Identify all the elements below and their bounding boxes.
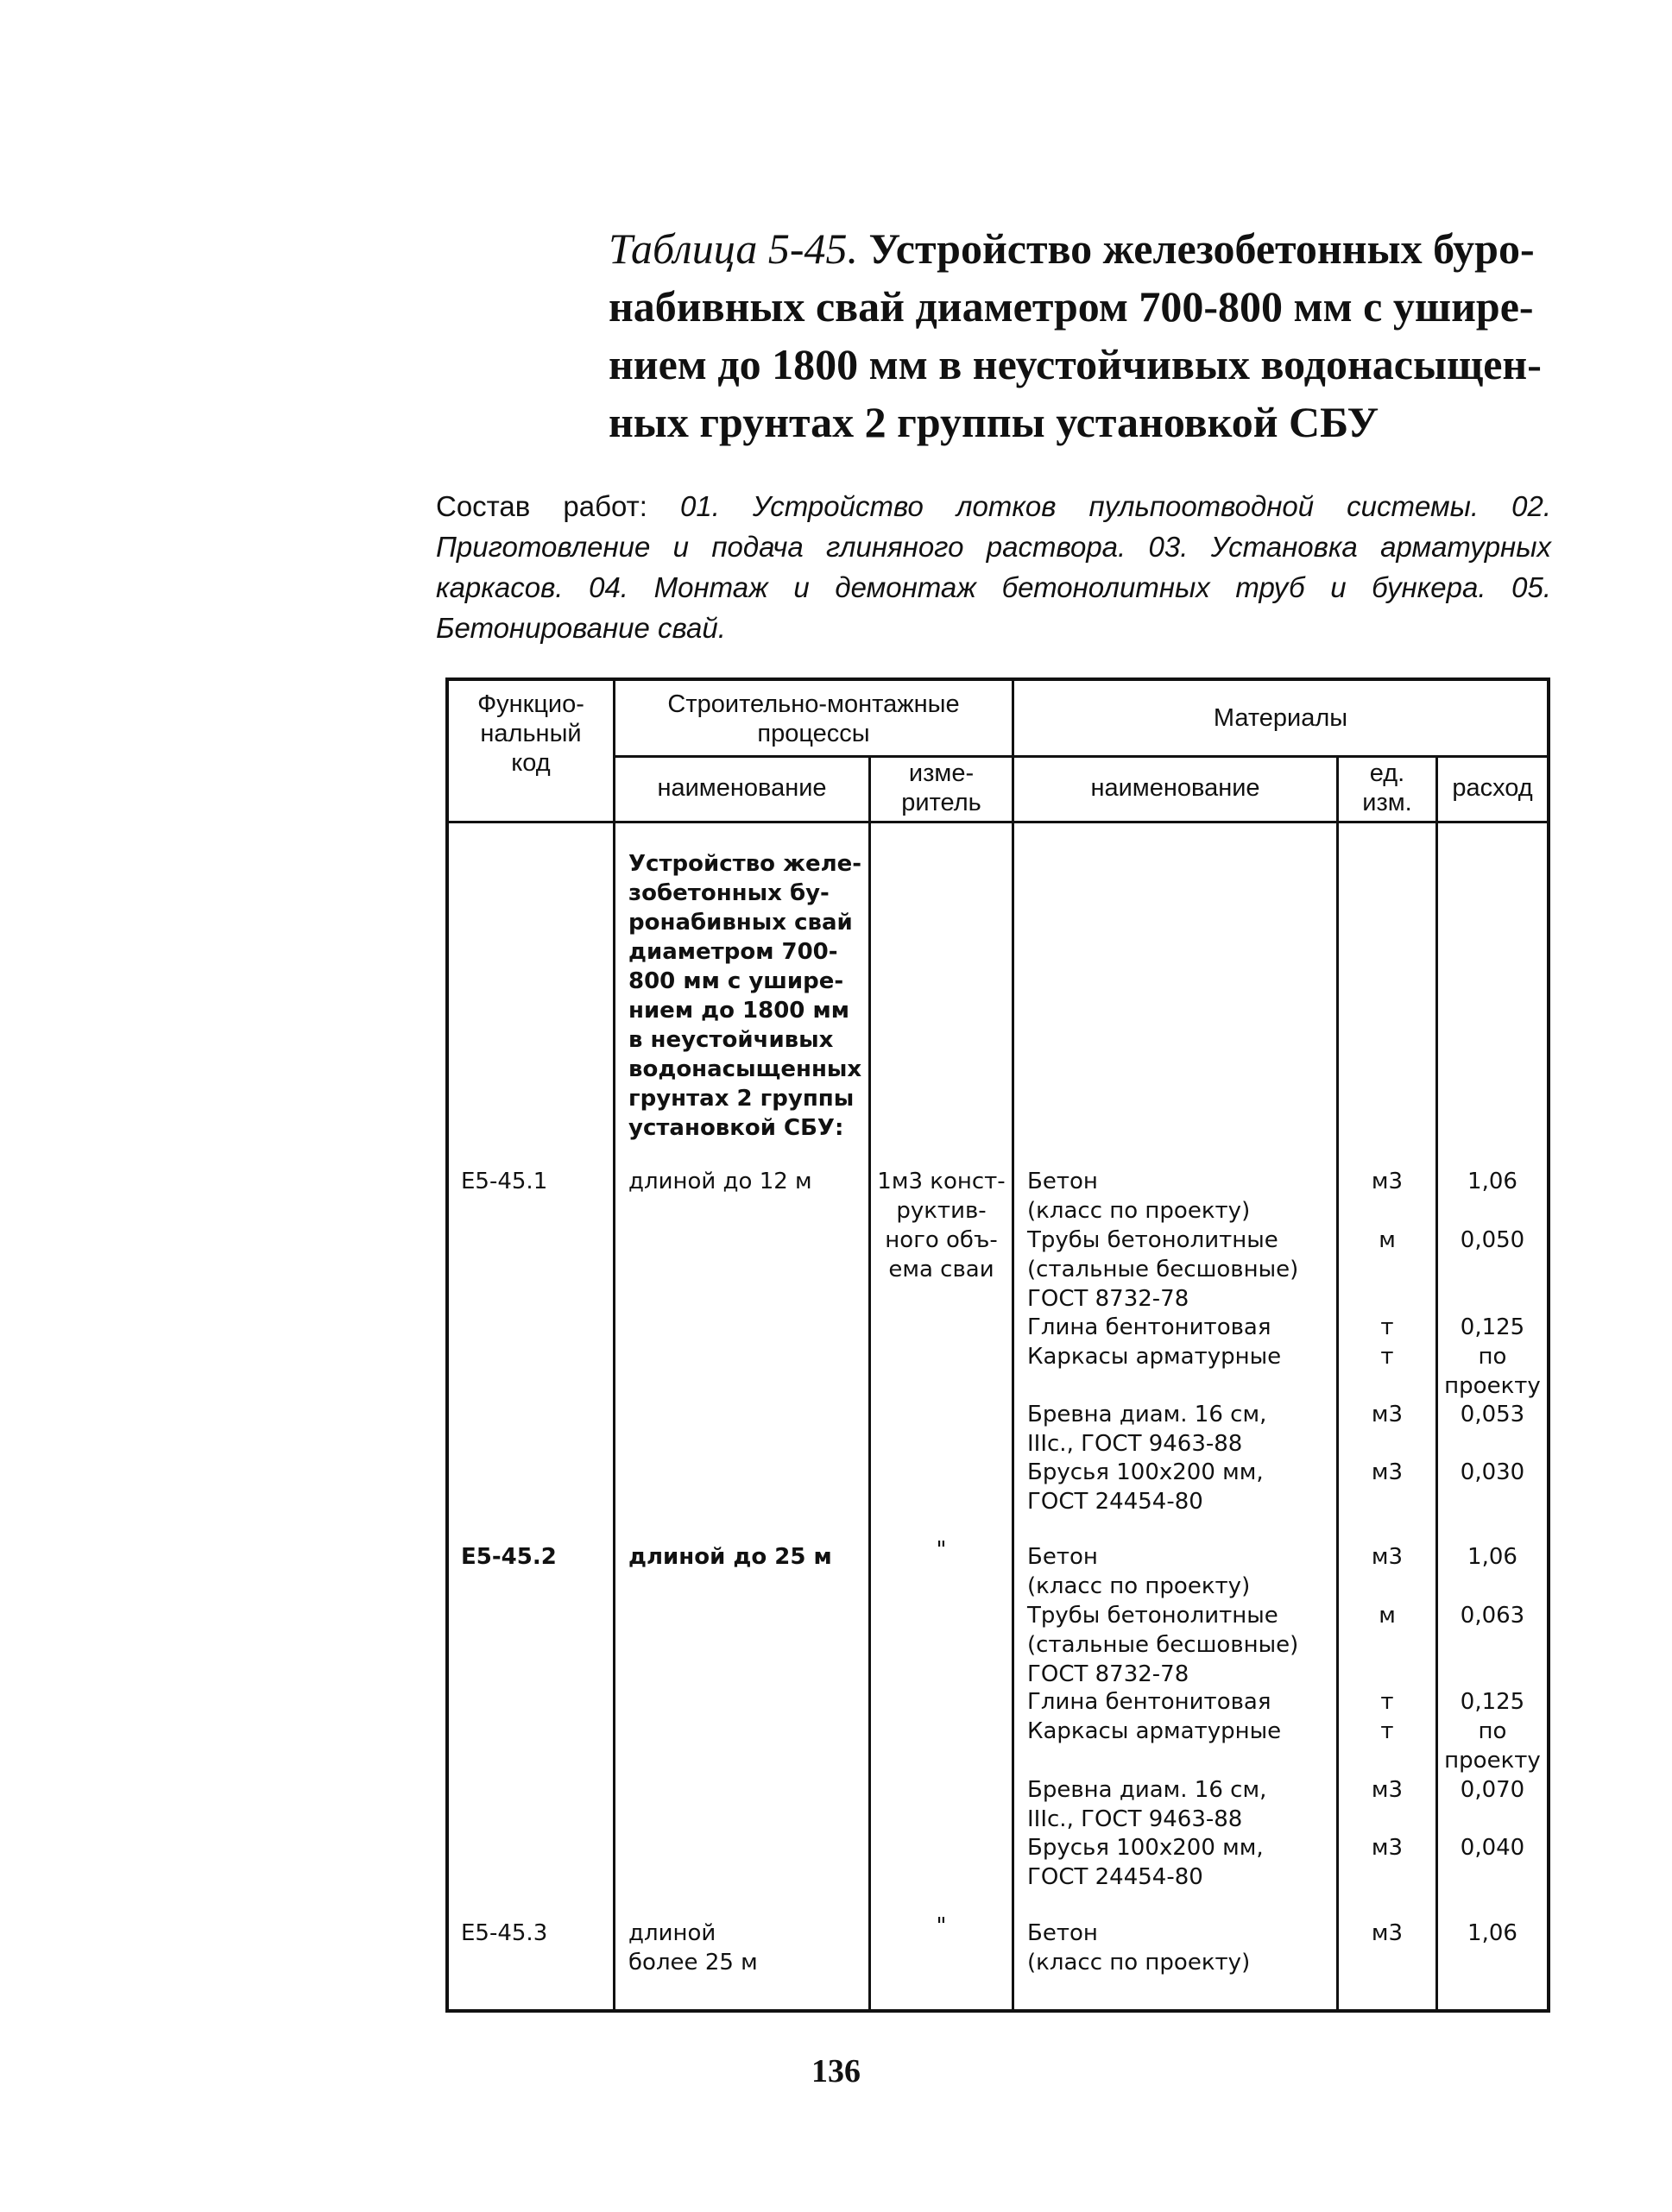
material-usage: 0,050 xyxy=(1460,1227,1525,1253)
material-name: Трубы бетонолитные (стальные бесшовные) ГОСТ 8732-78 xyxy=(1027,1603,1299,1687)
row-process-unit: 1м3 конст- руктив- ного объ- ема сваи xyxy=(877,1169,1006,1282)
header-processes: Строительно-монтажные процессы xyxy=(667,690,960,747)
material-usage: 0,070 xyxy=(1460,1777,1525,1803)
caption-line: ных грунтах 2 группы установкой СБУ xyxy=(609,398,1379,446)
grid-line xyxy=(1336,755,1339,2009)
header-code: Функцио- нальный код xyxy=(477,690,584,777)
material-name: Каркасы арматурные xyxy=(1027,1718,1282,1744)
row-process-name: длиной более 25 м xyxy=(628,1920,758,1976)
material-unit: м3 xyxy=(1371,1920,1404,1946)
material-name: Глина бентонитовая xyxy=(1027,1314,1271,1340)
material-usage: 1,06 xyxy=(1467,1920,1517,1946)
material-name: Бревна диам. 16 см, IIIс., ГОСТ 9463-88 xyxy=(1027,1777,1267,1832)
material-name: Бревна диам. 16 см, IIIс., ГОСТ 9463-88 xyxy=(1027,1402,1267,1457)
material-usage: 0,040 xyxy=(1460,1835,1525,1861)
header-material-usage: расход xyxy=(1452,774,1533,802)
row-process-name: длиной до 25 м xyxy=(628,1544,832,1570)
material-name: Глина бентонитовая xyxy=(1027,1689,1271,1715)
material-name: Каркасы арматурные xyxy=(1027,1344,1282,1370)
row-process-unit: " xyxy=(936,1913,947,1939)
header-material-unit: ед. изм. xyxy=(1362,759,1412,816)
material-unit: м3 xyxy=(1371,1544,1404,1570)
material-name: Брусья 100х200 мм, ГОСТ 24454-80 xyxy=(1027,1835,1264,1890)
material-usage: 0,125 xyxy=(1460,1314,1525,1340)
header-material-name: наименование xyxy=(1090,774,1260,802)
material-usage: по проекту xyxy=(1444,1718,1541,1774)
material-name: Бетон (класс по проекту) xyxy=(1027,1920,1251,1976)
material-unit: т xyxy=(1380,1314,1394,1340)
material-usage: 0,063 xyxy=(1460,1603,1525,1629)
material-unit: м3 xyxy=(1371,1835,1404,1861)
material-usage: по проекту xyxy=(1444,1344,1541,1399)
material-usage: 1,06 xyxy=(1467,1169,1517,1194)
row-process-unit: " xyxy=(936,1537,947,1563)
material-usage: 0,125 xyxy=(1460,1689,1525,1715)
caption-line: Устройство железобетонных буро- xyxy=(868,224,1535,273)
material-name: Трубы бетонолитные (стальные бесшовные) ГОСТ 8732-78 xyxy=(1027,1227,1299,1312)
material-usage: 0,053 xyxy=(1460,1402,1525,1427)
material-usage: 0,030 xyxy=(1460,1459,1525,1485)
work-composition-label: Состав работ: xyxy=(436,490,647,522)
material-unit: м3 xyxy=(1371,1777,1404,1803)
caption-label: Таблица 5-45. xyxy=(609,224,858,273)
material-unit: м3 xyxy=(1371,1459,1404,1485)
material-usage: 1,06 xyxy=(1467,1544,1517,1570)
material-name: Брусья 100х200 мм, ГОСТ 24454-80 xyxy=(1027,1459,1264,1515)
grid-line xyxy=(613,755,1547,758)
work-composition-text: 01. Устройство лотков пульпоотводной системы. 02. Приготовление и подача глиняного раствора. 03. Установка арматурных каркасов. 04. Монтаж и демонтаж бетонолитных труб и бункера. 05. Бетонирование свай. xyxy=(436,490,1552,644)
material-unit: м xyxy=(1379,1227,1396,1253)
material-name: Бетон (класс по проекту) xyxy=(1027,1544,1251,1599)
grid-line xyxy=(868,755,871,2009)
table-caption xyxy=(609,220,1554,451)
caption-line: нием до 1800 мм в неустойчивых водонасыщен- xyxy=(609,340,1542,388)
material-name: Бетон (класс по проекту) xyxy=(1027,1169,1251,1224)
caption-line: набивных свай диаметром 700-800 мм с ушире- xyxy=(609,282,1534,331)
material-unit: м xyxy=(1379,1603,1396,1629)
row-code: Е5-45.3 xyxy=(461,1920,548,1946)
row-process-name: длиной до 12 м xyxy=(628,1169,812,1194)
grid-line xyxy=(1012,681,1014,2009)
grid-line xyxy=(613,681,615,2009)
material-unit: м3 xyxy=(1371,1169,1404,1194)
row-code: Е5-45.1 xyxy=(461,1169,548,1194)
row-code: Е5-45.2 xyxy=(461,1544,557,1570)
material-unit: т xyxy=(1380,1344,1394,1370)
work-composition xyxy=(436,486,1551,648)
section-title: Устройство желе- зобетонных бу- ронабивных свай диаметром 700- 800 мм с ушире- нием до 1800 мм в неустойчивых водонасыщенных грунтах 2 группы установкой СБУ: xyxy=(628,851,862,1141)
material-unit: т xyxy=(1380,1689,1394,1715)
header-process-name: наименование xyxy=(657,774,827,802)
header-materials: Материалы xyxy=(1213,704,1348,732)
material-unit: т xyxy=(1380,1718,1394,1744)
grid-line xyxy=(449,821,1547,823)
page-number: 136 xyxy=(811,2053,861,2089)
materials-table xyxy=(445,677,1550,2013)
material-unit: м3 xyxy=(1371,1402,1404,1427)
header-process-unit: изме- ритель xyxy=(901,759,981,816)
